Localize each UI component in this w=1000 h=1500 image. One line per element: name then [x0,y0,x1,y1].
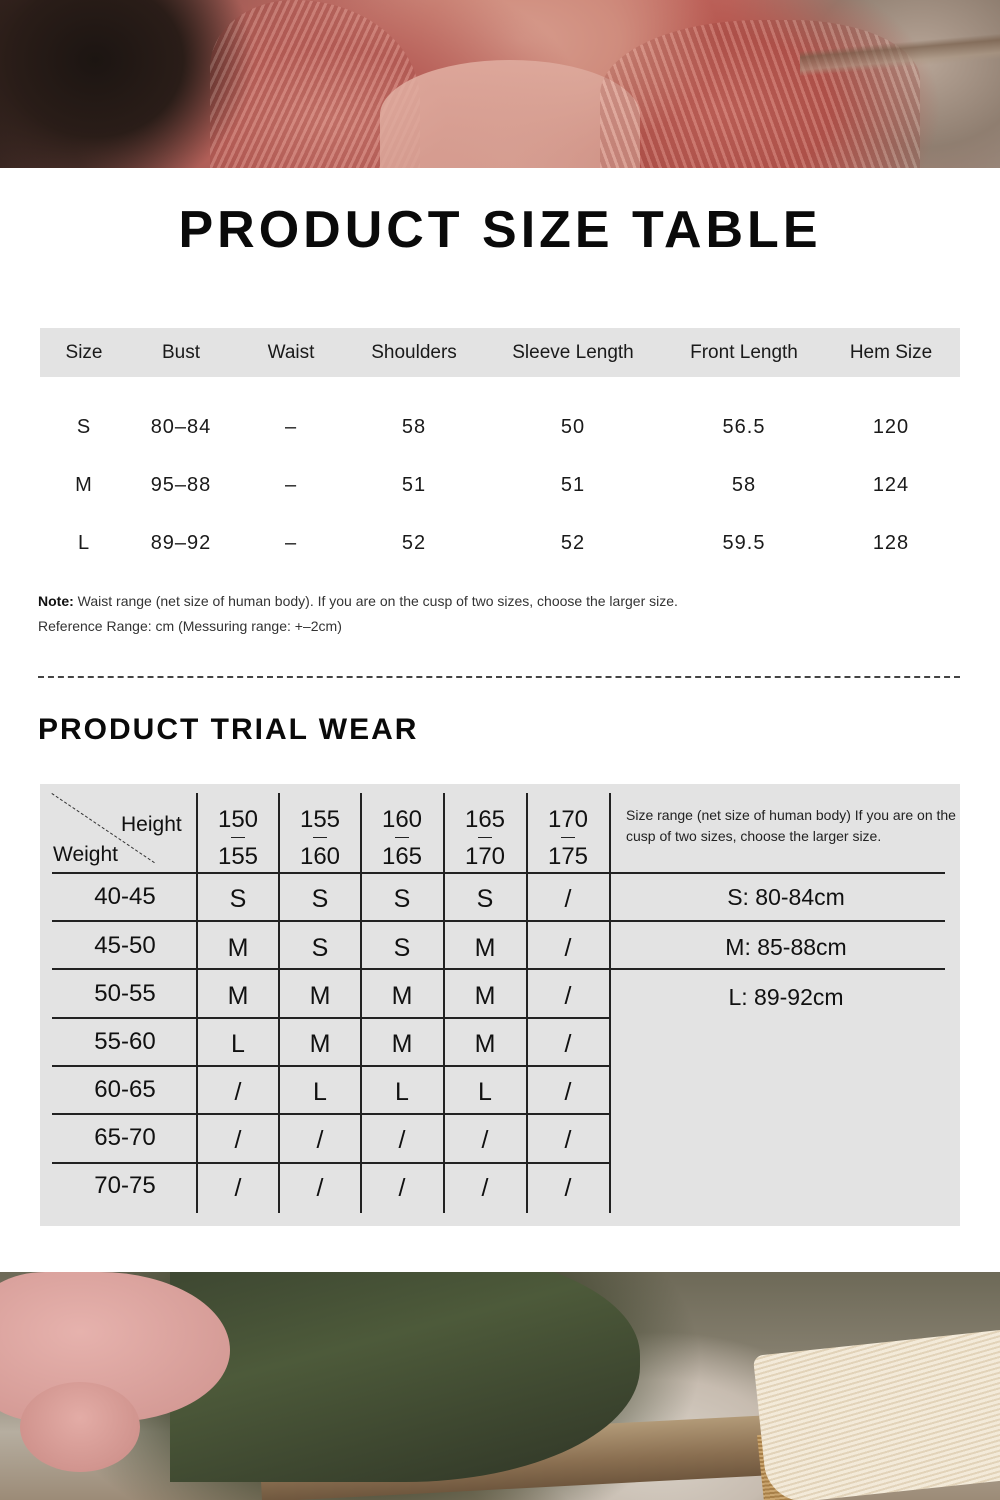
height-range [527,801,609,875]
cell-shoulders: 51 [401,474,427,496]
size-cell: M [474,982,496,1010]
bust-range-s: S: 80-84cm [727,884,845,910]
height-range [444,801,526,875]
weight-label: 65-70 [94,1124,156,1151]
cell-size: L [77,532,91,554]
cell-bust: 89–92 [150,532,212,554]
wood-bench [800,0,1000,110]
size-cell: S [229,885,247,913]
size-cell: / [564,1078,572,1106]
size-cell: S [311,885,329,913]
weight-label: 50-55 [94,980,156,1007]
size-cell: / [234,1078,242,1106]
header-waist: Waist [267,341,315,363]
cell-front-length: 59.5 [722,532,766,554]
height-range-max: 170 [464,843,506,870]
cell-waist: – [284,416,298,438]
height-range [361,801,443,875]
size-range-note: Size range (net size of human body) If you are on the cusp of two sizes, choose the larger size. [626,807,956,844]
table-row [40,466,960,506]
cell-hem-size: 124 [872,474,910,496]
size-cell: / [564,1174,572,1202]
cell-bust: 95–88 [150,474,212,496]
weight-label: 60-65 [94,1076,156,1103]
weight-axis-label: Weight [53,843,118,866]
size-cell: L [478,1078,492,1106]
height-range [279,801,361,875]
size-cell: M [309,1030,331,1058]
range-separator [478,837,492,838]
size-cell: / [481,1126,489,1154]
grid-line [609,793,611,1213]
cell-sleeve-length: 52 [560,532,586,554]
grid-line [52,1162,609,1164]
size-table-title: PRODUCT SIZE TABLE [178,201,822,259]
cell-size: M [75,474,93,496]
size-cell: / [564,934,572,962]
note-text: Waist range (net size of human body). If you are on the cusp of two sizes, choose the larger size. [73,593,678,609]
hand [20,1382,140,1472]
size-cell: M [474,1030,496,1058]
size-cell: L [313,1078,327,1106]
cell-sleeve-length: 51 [560,474,586,496]
grid-line [52,1065,609,1067]
cell-hem-size: 128 [872,532,910,554]
trial-wear-title: PRODUCT TRIAL WEAR [38,713,419,746]
height-range-min: 155 [299,806,341,833]
cell-front-length: 58 [731,474,757,496]
range-separator [313,837,327,838]
height-axis-label: Height [121,813,182,836]
height-range [197,801,279,875]
weight-label: 40-45 [94,883,156,910]
size-cell: L [395,1078,409,1106]
cell-hem-size: 120 [872,416,910,438]
size-cell: M [391,1030,413,1058]
weight-label: 55-60 [94,1028,156,1055]
size-cell: / [234,1126,242,1154]
height-range-max: 175 [547,843,589,870]
cell-waist: – [284,532,298,554]
reference-range: Reference Range: cm (Messuring range: +–2cm) [38,618,342,634]
size-cell: M [474,934,496,962]
size-cell: / [481,1174,489,1202]
size-cell: / [398,1174,406,1202]
cell-sleeve-length: 50 [560,416,586,438]
size-table-header [40,328,960,377]
header-bust: Bust [161,341,201,363]
top-product-photo [0,0,1000,168]
cell-size: S [76,416,92,438]
grid-line [52,1113,609,1115]
size-cell: M [227,934,249,962]
size-cell: S [393,885,411,913]
weight-label: 70-75 [94,1172,156,1199]
bust-range-l: L: 89-92cm [728,984,844,1010]
header-front-length: Front Length [690,341,798,363]
range-separator [561,837,575,838]
height-range-max: 165 [381,843,423,870]
size-cell: / [564,1126,572,1154]
height-range-min: 170 [547,806,589,833]
bottom-lifestyle-photo [0,1272,1000,1500]
size-cell: M [391,982,413,1010]
section-divider [38,676,960,678]
size-note [38,593,678,609]
height-range-max: 155 [217,843,259,870]
open-book [753,1329,1000,1500]
header-size: Size [65,341,103,363]
cell-waist: – [284,474,298,496]
grid-line [52,968,945,970]
size-cell: S [393,934,411,962]
size-cell: S [311,934,329,962]
height-range-min: 160 [381,806,423,833]
table-row [40,524,960,564]
height-range-max: 160 [299,843,341,870]
size-cell: S [476,885,494,913]
grid-line [52,1017,609,1019]
header-sleeve-length: Sleeve Length [512,341,634,363]
size-cell: M [227,982,249,1010]
cell-front-length: 56.5 [722,416,766,438]
size-cell: / [564,885,572,913]
size-cell: M [309,982,331,1010]
cell-shoulders: 52 [401,532,427,554]
cell-bust: 80–84 [150,416,212,438]
bust-range-m: M: 85-88cm [725,934,847,960]
size-cell: L [231,1030,245,1058]
header-shoulders: Shoulders [371,341,457,363]
weight-label: 45-50 [94,932,156,959]
range-separator [395,837,409,838]
height-range-min: 165 [464,806,506,833]
height-range-min: 150 [217,806,259,833]
size-cell: / [564,1030,572,1058]
cell-shoulders: 58 [401,416,427,438]
note-label: Note: [38,593,74,609]
size-cell: / [564,982,572,1010]
range-separator [231,837,245,838]
header-hem-size: Hem Size [849,341,933,363]
grid-line [52,920,945,922]
size-cell: / [316,1126,324,1154]
table-row [40,408,960,448]
size-cell: / [234,1174,242,1202]
size-cell: / [398,1126,406,1154]
size-cell: / [316,1174,324,1202]
